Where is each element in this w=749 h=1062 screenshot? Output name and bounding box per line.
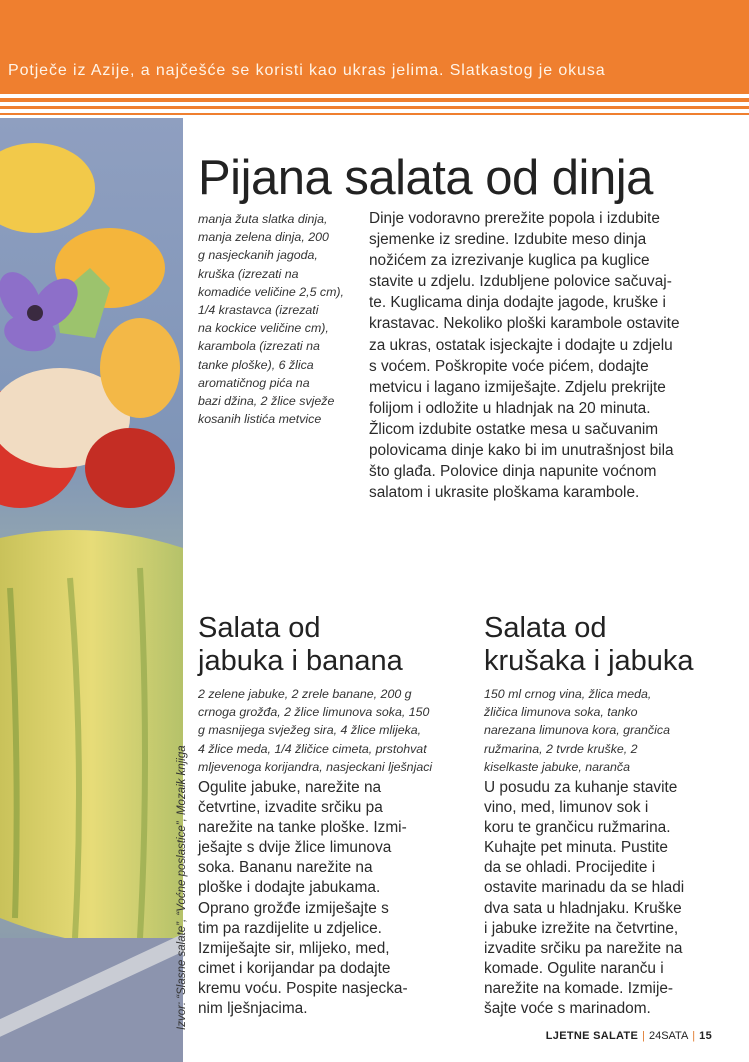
method-line: šajte voće s marinadom. xyxy=(484,1000,651,1018)
method-line: polovicama dinje kako bi im unutrašnjost bila xyxy=(369,442,674,460)
method-line: cimet i korijandar pa dodajte xyxy=(198,959,391,977)
fruit-salad-illustration xyxy=(0,118,183,1062)
ingredient-line: manja zelena dinja, 200 xyxy=(198,230,329,245)
method-line: koru te grančicu ružmarina. xyxy=(484,819,671,837)
method-line: da se ohladi. Procijedite i xyxy=(484,859,656,877)
footer-divider: | xyxy=(642,1030,645,1042)
method-line: Izmiješajte sir, mlijeko, med, xyxy=(198,939,390,957)
apple-banana-method xyxy=(198,778,408,1019)
method-line: stavite u zdjelu. Izdubljene polovice sačuvaj- xyxy=(369,273,672,291)
method-line: nim lješnjacima. xyxy=(198,1000,308,1018)
method-line: ostavite marinadu da se hladi xyxy=(484,879,685,897)
ingredient-line: kruška (izrezati na xyxy=(198,266,299,281)
ingredient-line: na kockice veličine cm), xyxy=(198,321,329,336)
main-ingredients xyxy=(198,210,344,428)
method-line: te. Kuglicama dinja dodajte jagode, kruške i xyxy=(369,294,666,312)
pear-apple-ingredients xyxy=(484,685,670,776)
header-stripe xyxy=(0,113,749,115)
recipe-title-pear-apple xyxy=(484,612,694,678)
footer-section: LJETNE SALATE xyxy=(545,1030,639,1042)
ingredient-line: bazi džina, 2 žlice svježe xyxy=(198,394,335,409)
method-line: vino, med, limunov sok i xyxy=(484,799,649,817)
ingredient-line: kiselkaste jabuke, naranča xyxy=(484,759,631,774)
ingredient-line: g masnijega svježeg sira, 4 žlice mlijeka, xyxy=(198,723,422,738)
method-line: dva sata u hladnjaku. Kruške xyxy=(484,899,682,917)
apple-banana-ingredients xyxy=(198,685,432,776)
method-line: Kuhajte pet minuta. Pustite xyxy=(484,839,668,857)
page-footer xyxy=(546,1030,712,1042)
ingredient-line: mljevenoga korijandra, nasjeckani lješnjaci xyxy=(198,759,433,774)
method-line: tim pa razdijelite u zdjelice. xyxy=(198,919,382,937)
melon-salad-photo xyxy=(0,118,183,1062)
pear-apple-method xyxy=(484,778,684,1019)
method-line: Oprano grožđe izmiješajte s xyxy=(198,899,389,917)
ingredient-line: ružmarina, 2 tvrde kruške, 2 xyxy=(484,741,638,756)
method-line: sjemenke iz sredine. Izdubite meso dinja xyxy=(369,231,647,249)
method-line: s voćem. Poškropite voće pićem, dodajte xyxy=(369,357,649,375)
title-line: jabuka i banana xyxy=(198,645,403,677)
method-line: salatom i ukrasite ploškama karambole. xyxy=(369,484,640,502)
ingredient-line: 150 ml crnog vina, žlica meda, xyxy=(484,687,652,701)
recipe-title-apple-banana xyxy=(198,612,403,678)
footer-divider: | xyxy=(692,1030,696,1042)
method-line: četvrtine, izvadite srčiku pa xyxy=(198,799,383,817)
method-line: folijom i odložite u hladnjak na 20 minuta. xyxy=(369,399,651,417)
method-line: metvicu i lagano izmiješajte. Zdjelu prekrijte xyxy=(369,378,666,396)
ingredient-line: aromatičnog pića na xyxy=(198,375,310,390)
method-line: i jabuke izrežite na četvrtine, xyxy=(484,919,679,937)
title-line: krušaka i jabuka xyxy=(484,645,694,677)
method-line: komade. Ogulite naranču i xyxy=(484,959,664,977)
method-line: nožićem za izrezivanje kuglica pa kuglice xyxy=(369,252,650,270)
main-method xyxy=(369,208,680,503)
method-line: narežite na tanke ploške. Izmi- xyxy=(198,819,407,837)
ingredient-line: 4 žlice meda, 1/4 žličice cimeta, prstohvat xyxy=(198,741,427,756)
method-line: ješajte s dvije žlice limunova xyxy=(198,839,392,857)
ingredient-line: žličica limunova soka, tanko xyxy=(484,705,638,720)
header-stripe xyxy=(0,98,749,102)
method-line: Dinje vodoravno prerežite popola i izdubite xyxy=(369,210,660,227)
ingredient-line: kosanih listića metvice xyxy=(198,412,322,427)
method-line: Žlicom izdubite ostatke mesa u sačuvanim xyxy=(369,420,659,438)
title-line: Salata od xyxy=(198,612,321,644)
ingredient-line: tanke ploške), 6 žlica xyxy=(198,357,314,372)
method-line: Ogulite jabuke, narežite na xyxy=(198,779,382,796)
header-stripe xyxy=(0,106,749,109)
title-line: Salata od xyxy=(484,612,607,644)
ingredient-line: karambola (izrezati na xyxy=(198,339,320,354)
ingredient-line: 1/4 krastavca (izrezati xyxy=(198,303,319,318)
method-line: soka. Bananu narežite na xyxy=(198,859,373,877)
method-line: narežite na komade. Izmije- xyxy=(484,979,674,997)
method-line: za ukras, ostatak isjeckajte i dodajte u zdjelu xyxy=(369,336,673,354)
header-band xyxy=(0,0,749,94)
page-number: 15 xyxy=(699,1030,712,1042)
ingredient-line: manja žuta slatka dinja, xyxy=(198,212,328,226)
method-line: izvadite srčiku pa narežite na xyxy=(484,939,683,957)
method-line: krastavac. Nekoliko ploški karambole ostavite xyxy=(369,315,680,333)
method-line: što glađa. Polovice dinja napunite voćnom xyxy=(369,463,657,481)
ingredient-line: komadiće veličine 2,5 cm), xyxy=(198,284,344,299)
ingredient-line: narezana limunova kora, grančica xyxy=(484,723,670,738)
ingredient-line: g nasjeckanih jagoda, xyxy=(198,248,318,263)
page-title: Pijana salata od dinja xyxy=(198,151,653,205)
ingredient-line: crnoga grožđa, 2 žlice limunova soka, 150 xyxy=(198,705,430,720)
header-tagline: Potječe iz Azije, a najčešće se koristi kao ukras jelima. Slatkastog je okusa xyxy=(8,62,606,79)
footer-magazine: 24SATA xyxy=(648,1030,689,1042)
method-line: U posudu za kuhanje stavite xyxy=(484,779,678,796)
method-line: kremu voću. Pospite nasjecka- xyxy=(198,979,408,997)
method-line: ploške i dodajte jabukama. xyxy=(198,879,381,897)
photo-credit: Izvor: “Slasne salate”, “Voćne poslastice”, Mozaik knjiga xyxy=(176,745,188,1030)
ingredient-line: 2 zelene jabuke, 2 zrele banane, 200 g xyxy=(198,687,412,701)
